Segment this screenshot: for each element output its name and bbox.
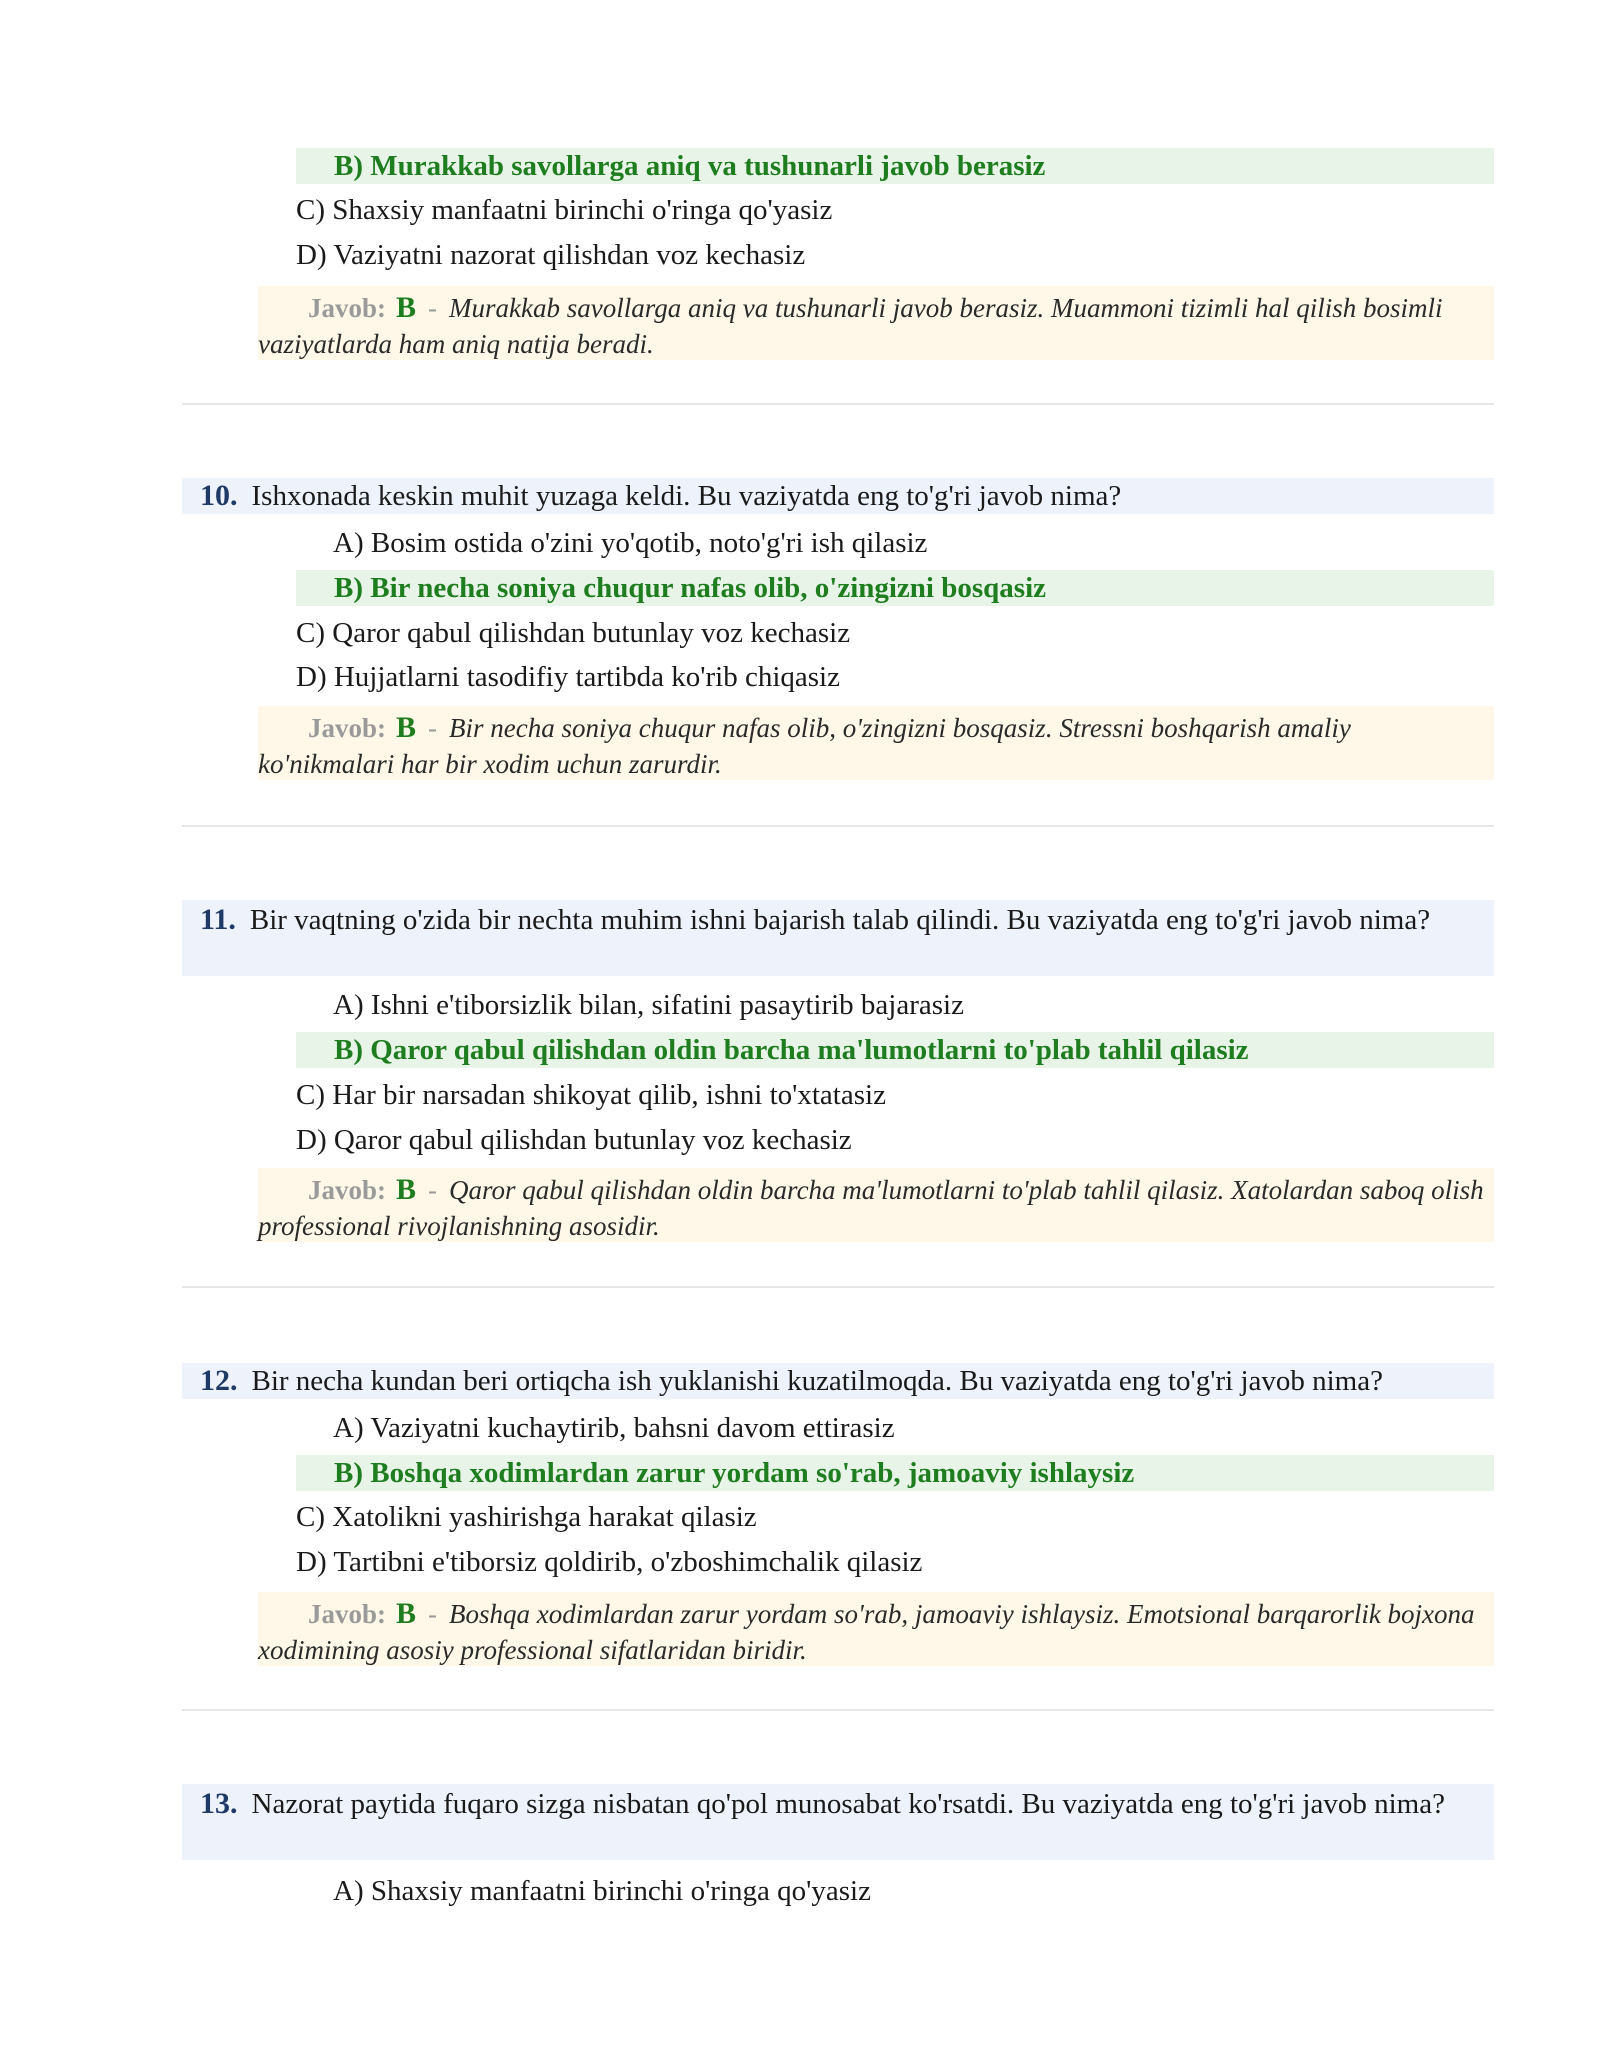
q10-answer-box <box>258 706 1494 780</box>
q13-option-a: A) Shaxsiy manfaatni birinchi o'ringa qo'yasiz <box>333 1875 871 1907</box>
answer-label: Javob: <box>308 713 387 743</box>
answer-dash: - <box>428 713 438 743</box>
answer-label: Javob: <box>308 1599 387 1629</box>
q11-number: 11. <box>200 903 236 936</box>
q10-question <box>182 478 1494 514</box>
answer-letter: B <box>396 711 417 744</box>
q12-option-d: D) Tartibni e'tiborsiz qoldirib, o'zboshimchalik qilasiz <box>296 1546 923 1578</box>
section-divider <box>182 403 1494 405</box>
q12-text: Bir necha kundan beri ortiqcha ish yuklanishi kuzatilmoqda. Bu vaziyatda eng to'g'ri javob nima? <box>251 1365 1383 1397</box>
q12-number: 12. <box>200 1364 238 1397</box>
answer-letter: B <box>396 1597 417 1630</box>
q11-option-a: A) Ishni e'tiborsizlik bilan, sifatini pasaytirib bajarasiz <box>333 989 964 1021</box>
q12-question <box>182 1363 1494 1399</box>
q13-question <box>182 1784 1494 1860</box>
q11-option-b-correct: B) Qaror qabul qilishdan oldin barcha ma'lumotlarni to'plab tahlil qilasiz <box>296 1032 1494 1068</box>
q10-text: Ishxonada keskin muhit yuzaga keldi. Bu vaziyatda eng to'g'ri javob nima? <box>251 480 1122 512</box>
q11-text: Bir vaqtning o'zida bir nechta muhim ishni bajarish talab qilindi. Bu vaziyatda eng to'g'ri javob nima? <box>249 904 1431 936</box>
answer-label: Javob: <box>308 1175 387 1205</box>
q9-option-b-correct: B) Murakkab savollarga aniq va tushunarli javob berasiz <box>296 148 1494 184</box>
q12-option-b-correct: B) Boshqa xodimlardan zarur yordam so'rab, jamoaviy ishlaysiz <box>296 1455 1494 1491</box>
answer-dash: - <box>428 293 438 323</box>
q9-option-c: C) Shaxsiy manfaatni birinchi o'ringa qo'yasiz <box>296 194 833 226</box>
section-divider <box>182 1286 1494 1288</box>
q12-option-a: A) Vaziyatni kuchaytirib, bahsni davom ettirasiz <box>333 1412 895 1444</box>
q11-answer-box <box>258 1168 1494 1242</box>
answer-letter: B <box>396 291 417 324</box>
q11-question <box>182 900 1494 976</box>
q10-option-c: C) Qaror qabul qilishdan butunlay voz kechasiz <box>296 617 851 649</box>
q12-option-c: C) Xatolikni yashirishga harakat qilasiz <box>296 1501 757 1533</box>
answer-dash: - <box>428 1175 438 1205</box>
answer-text: Murakkab savollarga aniq va tushunarli javob berasiz. Muammoni tizimli hal qilish bosimli vaziyatlarda ham aniq natija beradi. <box>258 293 1443 359</box>
q9-answer-box <box>258 286 1494 360</box>
answer-dash: - <box>428 1599 438 1629</box>
q10-option-d: D) Hujjatlarni tasodifiy tartibda ko'rib chiqasiz <box>296 661 840 693</box>
q11-option-d: D) Qaror qabul qilishdan butunlay voz kechasiz <box>296 1124 852 1156</box>
q10-option-b-correct: B) Bir necha soniya chuqur nafas olib, o'zingizni bosqasiz <box>296 570 1494 606</box>
q12-answer-box <box>258 1592 1494 1666</box>
answer-text: Bir necha soniya chuqur nafas olib, o'zingizni bosqasiz. Stressni boshqarish amaliy ko'nikmalari har bir xodim uchun zarurdir. <box>258 713 1351 779</box>
q10-option-a: A) Bosim ostida o'zini yo'qotib, noto'g'ri ish qilasiz <box>333 527 928 559</box>
q10-number: 10. <box>200 479 238 512</box>
q13-text: Nazorat paytida fuqaro sizga nisbatan qo'pol munosabat ko'rsatdi. Bu vaziyatda eng to'g'ri javob nima? <box>251 1788 1445 1820</box>
answer-text: Qaror qabul qilishdan oldin barcha ma'lumotlarni to'plab tahlil qilasiz. Xatolardan saboq olish professional rivojlanishning asosidir. <box>258 1175 1484 1241</box>
answer-label: Javob: <box>308 293 387 323</box>
section-divider <box>182 825 1494 827</box>
q13-number: 13. <box>200 1787 238 1820</box>
answer-text: Boshqa xodimlardan zarur yordam so'rab, jamoaviy ishlaysiz. Emotsional barqarorlik bojxona xodimining asosiy professional sifatlaridan biridir. <box>258 1599 1475 1665</box>
section-divider <box>182 1709 1494 1711</box>
q11-option-c: C) Har bir narsadan shikoyat qilib, ishni to'xtatasiz <box>296 1079 886 1111</box>
q9-option-d: D) Vaziyatni nazorat qilishdan voz kechasiz <box>296 239 806 271</box>
answer-letter: B <box>396 1173 417 1206</box>
